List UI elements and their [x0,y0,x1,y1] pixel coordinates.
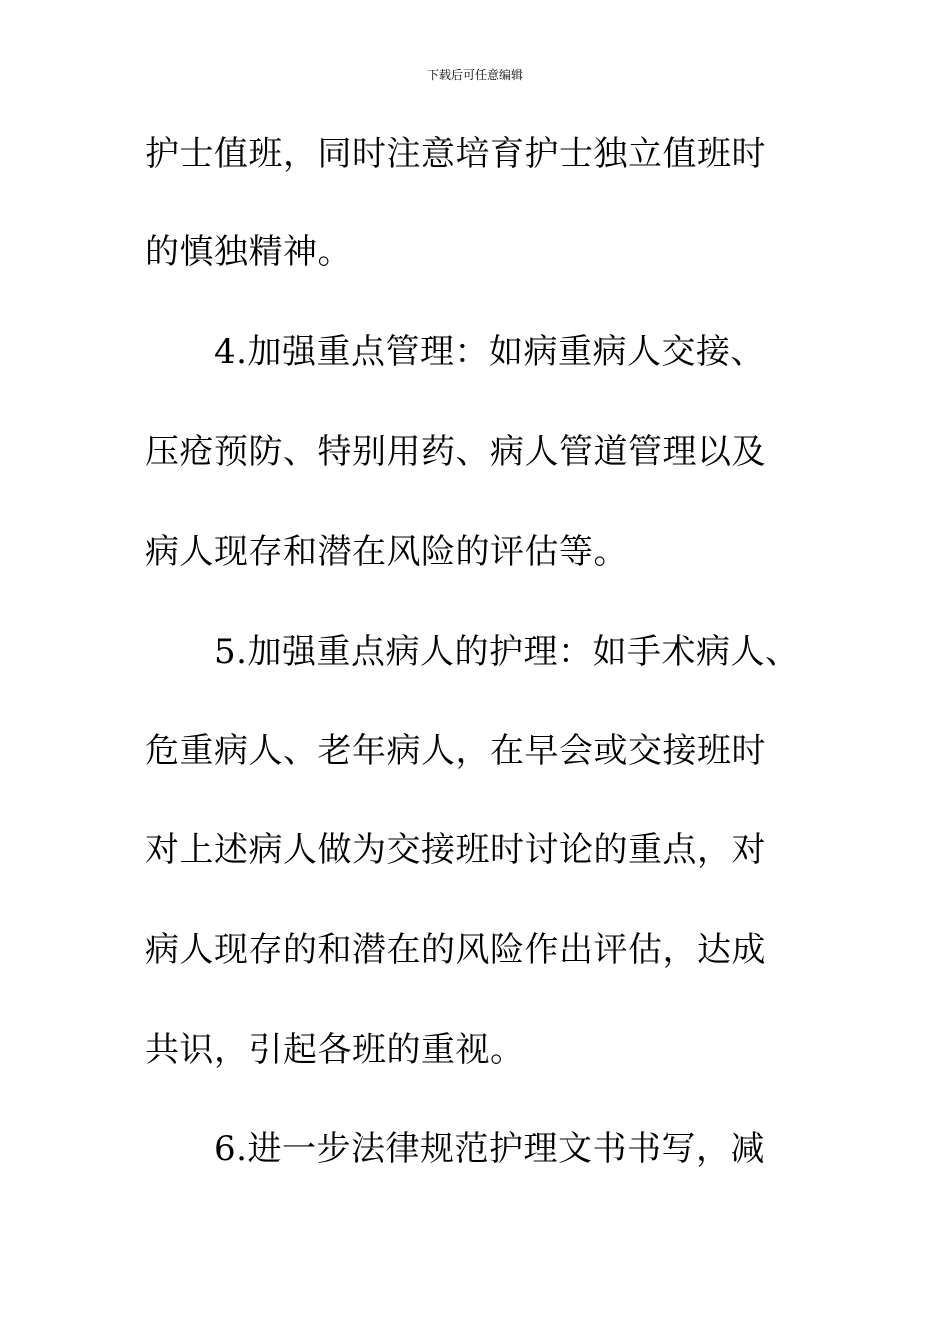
text-line: 危重病人、老年病人，在早会或交接班时 [145,731,766,771]
text-line-item-6: 6.进一步法律规范护理文书书写，减 [214,1129,765,1169]
text-line-item-4: 4.加强重点管理：如病重病人交接、 [214,332,765,372]
text-line-item-5: 5.加强重点病人的护理：如手术病人、 [214,632,800,672]
page-header-note: 下载后可任意编辑 [426,68,523,82]
text-line: 的慎独精神。 [145,232,352,272]
text-line: 压疮预防、特别用药、病人管道管理以及 [145,432,766,472]
text-line: 共识，引起各班的重视。 [145,1030,525,1070]
text-line: 护士值班，同时注意培育护士独立值班时 [145,134,766,174]
text-line: 病人现存的和潜在的风险作出评估，达成 [145,930,766,970]
text-line: 病人现存和潜在风险的评估等。 [145,532,628,572]
text-line: 对上述病人做为交接班时讨论的重点，对 [145,830,766,870]
